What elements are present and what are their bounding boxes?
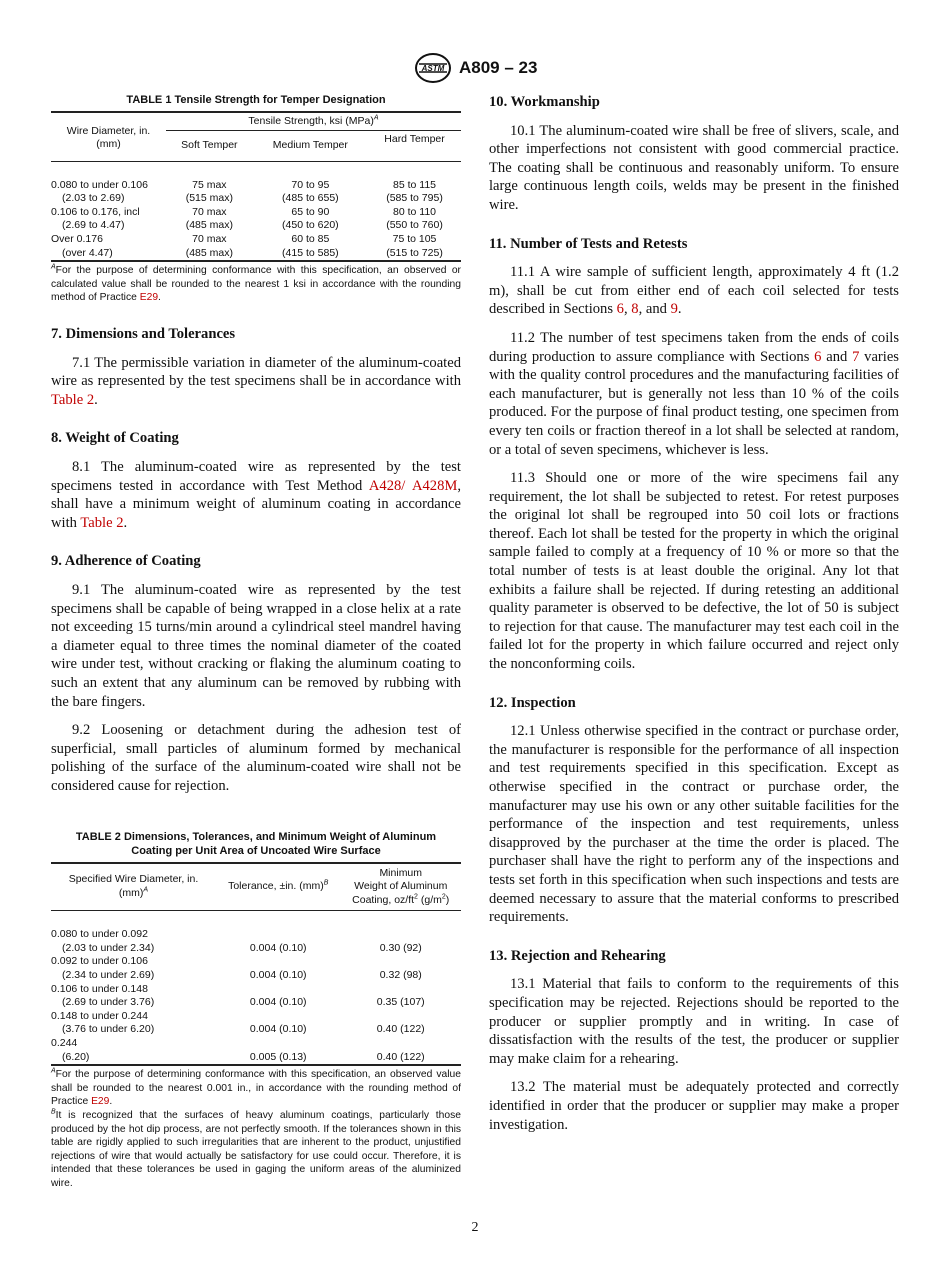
table-cell: 0.30 (92) xyxy=(379,941,422,954)
table-cell: 0.35 (107) xyxy=(376,996,425,1009)
text: and xyxy=(821,348,853,365)
table-row xyxy=(51,161,461,192)
table-cell: 0.092 to under 0.106 xyxy=(51,955,148,968)
table-cell: 0.004 (0.10) xyxy=(249,996,307,1009)
table-cell: 0.106 to 0.176, incl xyxy=(51,205,140,218)
table-cell: 0.005 (0.13) xyxy=(249,1050,307,1063)
table2-footnote-b: $^B$It is recognized that the surfaces of heavy aluminum coatings, particularly those produced by the hot dip process, are not perfectly smooth. If the tolerances shown in this table are rigidly applied to such irregularities that are inherent to the product, unjustified rejections of wire that would actually be satisfactory for use could occur. Therefore, it is intended that these tolerances be used in gaging the uniform areas of the aluminized wire. xyxy=(51,1108,461,1189)
astm-logo-icon xyxy=(413,52,453,84)
text: varies with the quality control procedures and the manufacturing facilities of each manufacturer, but is generally not less than 10 % of the coils produced. For the purpose of final product testing, one specimen from every ten coils or fraction thereof in a lot shall be selected at random, or a total of seven specimens, whichever is less. xyxy=(489,348,899,458)
table-cell: (2.69 to under 3.76) xyxy=(62,996,155,1009)
text: 8.1 The aluminum-coated wire as represented by the test specimens tested in accordance with Test Method xyxy=(51,459,461,494)
table-row xyxy=(51,233,461,247)
table-row xyxy=(51,1051,461,1066)
left-column xyxy=(51,93,461,1191)
table-row xyxy=(51,969,461,983)
table-cell: 70 to 95 xyxy=(291,178,330,191)
table-cell: 0.004 (0.10) xyxy=(249,941,307,954)
paragraph xyxy=(51,354,461,410)
text: 7.1 The permissible variation in diameter of the aluminum-coated wire as represented by the test specimens shall be in accordance with xyxy=(51,354,461,390)
text: , xyxy=(623,301,632,318)
reference-link[interactable]: 6 xyxy=(616,301,624,318)
reference-link[interactable]: 6 xyxy=(814,348,822,365)
paragraph xyxy=(51,458,461,532)
table-cell: 65 to 90 xyxy=(291,205,330,218)
paragraph xyxy=(489,122,899,215)
table-row xyxy=(51,983,461,997)
table1-col-medium: Medium Temper xyxy=(272,139,348,152)
table1 xyxy=(51,111,461,263)
table-row xyxy=(51,911,461,942)
text: . xyxy=(94,391,98,408)
table-cell: 80 to 110 xyxy=(393,205,437,218)
table-row xyxy=(51,247,461,262)
table-cell: 0.244 xyxy=(51,1037,78,1050)
section-heading: 10. Workmanship xyxy=(489,94,600,110)
section-heading: 12. Inspection xyxy=(489,694,576,711)
text: It is recognized that the surfaces of heavy aluminum coatings, particularly those produced by the hot dip process, are not perfectly smooth. If the tolerances shown in this table are rigidly applied to such irregularities that are inherent to the product, unjustified rejections of wire that would actually be satisfactory for use could occur. Therefore, it is intended that these tolerances be used in gaging the uniform areas of the aluminized wire. xyxy=(51,1110,461,1189)
table-cell: (585 to 795) xyxy=(386,192,443,205)
table-cell: 75 max xyxy=(192,178,227,191)
table-row xyxy=(51,942,461,956)
table-cell: (450 to 620) xyxy=(282,219,339,232)
table-cell: 0.004 (0.10) xyxy=(249,969,307,982)
text: . xyxy=(109,1096,113,1108)
table-cell: (2.69 to 4.47) xyxy=(62,219,125,232)
reference-link[interactable]: Table 2 xyxy=(51,391,95,408)
section-heading: 9. Adherence of Coating xyxy=(51,553,201,570)
reference-link[interactable]: A428/ A428M xyxy=(368,477,458,494)
section-heading: 8. Weight of Coating xyxy=(51,430,179,447)
table2 xyxy=(51,862,461,1067)
paragraph xyxy=(51,721,461,795)
paragraph xyxy=(489,975,899,1068)
table1-col-group: Tensile Strength, ksi (MPa)$^A$ xyxy=(166,112,461,131)
table-cell: (415 to 585) xyxy=(282,246,339,259)
text: 9.2 Loosening or detachment during the adhesion test of superficial, small particles of aluminum formed by mechanical polishing of the surface of the aluminum-coated wire shall not be considered cause for rejection. xyxy=(51,722,461,794)
reference-link[interactable]: 7 xyxy=(852,348,860,365)
text: , shall have a minimum weight of aluminum coating in accordance with xyxy=(51,477,462,531)
table-cell: 0.004 (0.10) xyxy=(249,1023,307,1036)
section-heading: 7. Dimensions and Tolerances xyxy=(51,326,236,343)
text: 9.1 The aluminum-coated wire as represented by the test specimens shall be capable of being wrapped in a close helix at a rate not exceeding 15 turns/min around a cylindrical steel mandrel having a diameter equal to three times the nominal diameter of the coated wire under test, without cracking or flaking the aluminum coating to such an extent that any aluminum can be removed by rubbing with the bare fingers. xyxy=(51,581,461,710)
table-row xyxy=(51,1037,461,1051)
table-cell: (2.03 to under 2.34) xyxy=(62,941,155,954)
table1-col-hard: Hard Temper xyxy=(384,133,445,146)
table-row xyxy=(51,996,461,1010)
text: . xyxy=(677,301,682,318)
paragraph xyxy=(51,581,461,711)
reference-link[interactable]: E29 xyxy=(139,292,159,304)
table-cell: Over 0.176 xyxy=(51,233,103,246)
paragraph xyxy=(489,1078,899,1134)
section-heading: 13. Rejection and Rehearing xyxy=(489,947,666,964)
table1-title: TABLE 1 Tensile Strength for Temper Designation xyxy=(126,94,386,106)
text: For the purpose of determining conformance with this specification, an observed value shall be rounded to the nearest 0.001 in., in accordance with the rounding method of Practice xyxy=(51,1069,461,1108)
text: . xyxy=(158,292,161,304)
table-cell: 0.32 (98) xyxy=(379,969,422,982)
table-cell: 0.148 to under 0.244 xyxy=(51,1009,148,1022)
table-cell: (2.34 to under 2.69) xyxy=(62,969,155,982)
text: . xyxy=(123,514,128,531)
table1-col-diameter: Wire Diameter, in. (mm) xyxy=(66,124,151,151)
table-cell: (550 to 760) xyxy=(386,219,443,232)
table2-title: TABLE 2 Dimensions, Tolerances, and Minimum Weight of Aluminum Coating per Unit Area of Uncoated Wire Surface xyxy=(75,830,437,857)
table-cell: (2.03 to 2.69) xyxy=(62,192,125,205)
table1-footnote: $^A$For the purpose of determining conformance with this specification, an observed or calculated value shall be rounded to the nearest 1 ksi in accordance with the rounding method of Practice E29. xyxy=(51,263,461,304)
text: 10.1 The aluminum-coated wire shall be free of slivers, scale, and other imperfections not consistent with good commercial practice. The coating shall be continuous and reasonably uniform. To ensure large continuous length coils, welds may be present in the finished wire. xyxy=(489,122,899,213)
table-cell: 0.106 to under 0.148 xyxy=(51,982,148,995)
text: 11.3 Should one or more of the wire specimens fail any requirement, the lot shall be subjected to retest. For retest purposes the original lot shall be regrouped into 50 coil lots or fractions thereof. Each lot shall be tested for the property in which the original sample failed to comply at a frequency of 10 % or more so that the total number of tests is at least double the original. Any lot that exhibits a failure shall be rejected. If during retesting an additional quality parameter is observed to be defective, the lot of 50 is subject to rejection for that cause. The manufacturer may test each coil in the failed lot for the property in which failure occurred and reject only the nonconforming coils. xyxy=(489,470,899,673)
table2-col-diameter: Specified Wire Diameter, in. (mm)$^A$ xyxy=(68,873,199,899)
table2-col-weight: Minimum Weight of Aluminum Coating, $oz/ft^2$ $(g/m^2)$ xyxy=(352,866,450,906)
page-number: 2 xyxy=(471,1220,479,1235)
table-cell: 70 max xyxy=(192,205,227,218)
table-cell: 0.40 (122) xyxy=(376,1050,425,1063)
document-designation: A809 – 23 xyxy=(459,58,538,77)
table-cell: (485 to 655) xyxy=(282,192,339,205)
table-cell: (485 max) xyxy=(185,219,233,232)
text: , and xyxy=(638,301,671,318)
paragraph xyxy=(489,469,899,674)
table-cell: 85 to 115 xyxy=(393,178,437,191)
svg-text:ASTM: ASTM xyxy=(421,64,445,73)
table-cell: (515 max) xyxy=(185,192,233,205)
table-row xyxy=(51,1023,461,1037)
reference-link[interactable]: 9 xyxy=(670,301,678,318)
paragraph xyxy=(489,329,899,459)
text: For the purpose of determining conformance with this specification, an observed or calculated value shall be rounded to the nearest 1 ksi in accordance with the rounding method of Practice xyxy=(51,265,461,304)
table2-footnotes xyxy=(51,1068,461,1190)
section-heading: 11. Number of Tests and Retests xyxy=(489,235,688,252)
table-row xyxy=(51,206,461,220)
reference-link[interactable]: E29 xyxy=(91,1096,110,1108)
text: 13.2 The material must be adequately protected and correctly identified in order that the producer or supplier may make a proper investigation. xyxy=(489,1079,899,1133)
table-row xyxy=(51,219,461,233)
table-row xyxy=(51,1010,461,1024)
text: 11.2 The number of test specimens taken from the ends of coils during production to assure compliance with Sections xyxy=(489,329,899,365)
table-cell: 60 to 85 xyxy=(291,233,330,246)
table-cell: 0.080 to under 0.106 xyxy=(51,178,148,191)
text: 11.1 A wire sample of sufficient length, approximately 4 ft (1.2 m), shall be cut from either end of each coil selected for tests described in Sections xyxy=(489,264,899,318)
table-cell: (over 4.47) xyxy=(62,246,113,259)
table-cell: (515 to 725) xyxy=(386,246,443,259)
table2-col-tolerance: Tolerance, ±in. (mm)$^B$ xyxy=(228,879,329,893)
table-row xyxy=(51,192,461,206)
reference-link[interactable]: 8 xyxy=(631,301,639,318)
table-cell: 0.40 (122) xyxy=(376,1023,425,1036)
text: 12.1 Unless otherwise specified in the contract or purchase order, the manufacturer is responsible for the performance of all inspection and test requirements specified in this specification. Except as otherwise specified in the contract or purchase order, the manufacturer may use his own or any other suitable facilities for the performance of the inspection and test requirements, unless disapproved by the purchaser at the time the order is placed. The purchaser shall have the right to perform any of the inspections and tests set forth in this specification when such inspections and tests are deemed necessary to assure that the material conforms to prescribed requirements. xyxy=(489,723,899,926)
reference-link[interactable]: Table 2 xyxy=(80,514,124,531)
table-cell: 75 to 105 xyxy=(392,233,437,246)
table-cell: (3.76 to under 6.20) xyxy=(62,1023,155,1036)
table-cell: 70 max xyxy=(192,233,227,246)
table-cell: (485 max) xyxy=(185,246,233,259)
table2-footnote-a: $^A$For the purpose of determining conformance with this specification, an observed value shall be rounded to the nearest 0.001 in., in accordance with the rounding method of Practice E29. xyxy=(51,1067,461,1108)
table-cell: (6.20) xyxy=(62,1050,90,1063)
paragraph xyxy=(489,722,899,927)
right-column xyxy=(489,93,899,1134)
paragraph xyxy=(489,263,899,319)
table-cell: 0.080 to under 0.092 xyxy=(51,928,148,941)
text: 13.1 Material that fails to conform to the requirements of this specification may be rejected. Rejections should be reported to the producer or supplier promptly and in writing. In case of dissatisfaction with the results of the test, the producer or supplier may make claim for a rehearing. xyxy=(489,976,899,1067)
table1-col-soft: Soft Temper xyxy=(181,139,238,152)
table-row xyxy=(51,955,461,969)
